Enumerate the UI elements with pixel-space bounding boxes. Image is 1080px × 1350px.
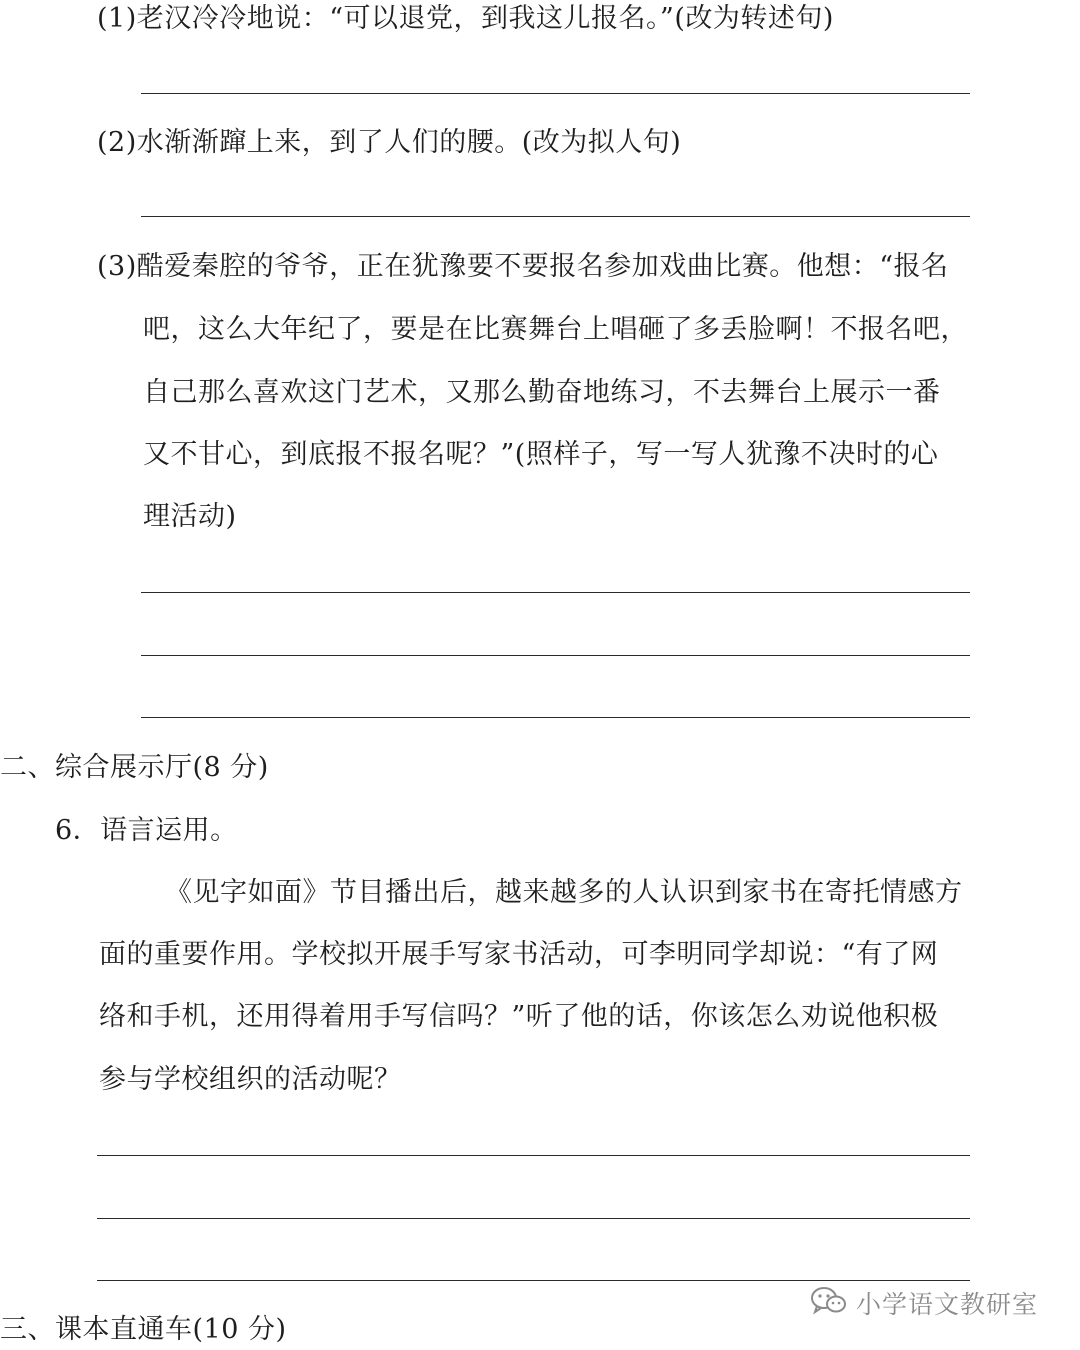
question-1-text: (1)老汉冷冷地说：“可以退党，到我这儿报名。”(改为转述句): [97, 3, 834, 34]
answer-line-q3-1[interactable]: [141, 592, 970, 593]
question-3-line-2: 吧，这么大年纪了，要是在比赛舞台上唱砸了多丢脸啊！不报名吧，: [143, 314, 968, 345]
section-2-heading: 二、综合展示厅(8 分): [0, 752, 269, 783]
answer-line-q3-2[interactable]: [141, 655, 970, 656]
question-6-line-3: 络和手机，还用得着用手写信吗？”听了他的话，你该怎么劝说他积极: [99, 1001, 939, 1032]
answer-line-q6-1[interactable]: [97, 1155, 970, 1156]
question-6-line-4: 参与学校组织的活动呢？: [99, 1064, 402, 1095]
watermark: [810, 1284, 1038, 1322]
question-3-line-4: 又不甘心，到底报不报名呢？”(照样子，写一写人犹豫不决时的心: [143, 439, 939, 470]
answer-line-q6-2[interactable]: [97, 1218, 970, 1219]
answer-line-q2[interactable]: [141, 216, 970, 217]
question-3-line-5: 理活动): [143, 501, 237, 532]
answer-line-q1[interactable]: [141, 93, 970, 94]
question-3-line-1: (3)酷爱秦腔的爷爷，正在犹豫要不要报名参加戏曲比赛。他想：“报名: [97, 251, 949, 282]
question-6-label: 6．语言运用。: [55, 815, 238, 846]
answer-line-q3-3[interactable]: [141, 717, 970, 718]
question-3-line-3: 自己那么喜欢这门艺术，又那么勤奋地练习，不去舞台上展示一番: [143, 377, 941, 408]
section-3-heading: 三、课本直通车(10 分): [0, 1314, 287, 1345]
question-6-line-2: 面的重要作用。学校拟开展手写家书活动，可李明同学却说：“有了网: [99, 939, 939, 970]
question-6-line-1: 《见字如面》节目播出后，越来越多的人认识到家书在寄托情感方: [165, 877, 963, 908]
wechat-icon: [810, 1285, 848, 1321]
watermark-text: 小学语文教研室: [856, 1290, 1039, 1319]
question-2-text: (2)水渐渐蹿上来，到了人们的腰。(改为拟人句): [97, 127, 682, 158]
answer-line-q6-3[interactable]: [97, 1280, 970, 1281]
